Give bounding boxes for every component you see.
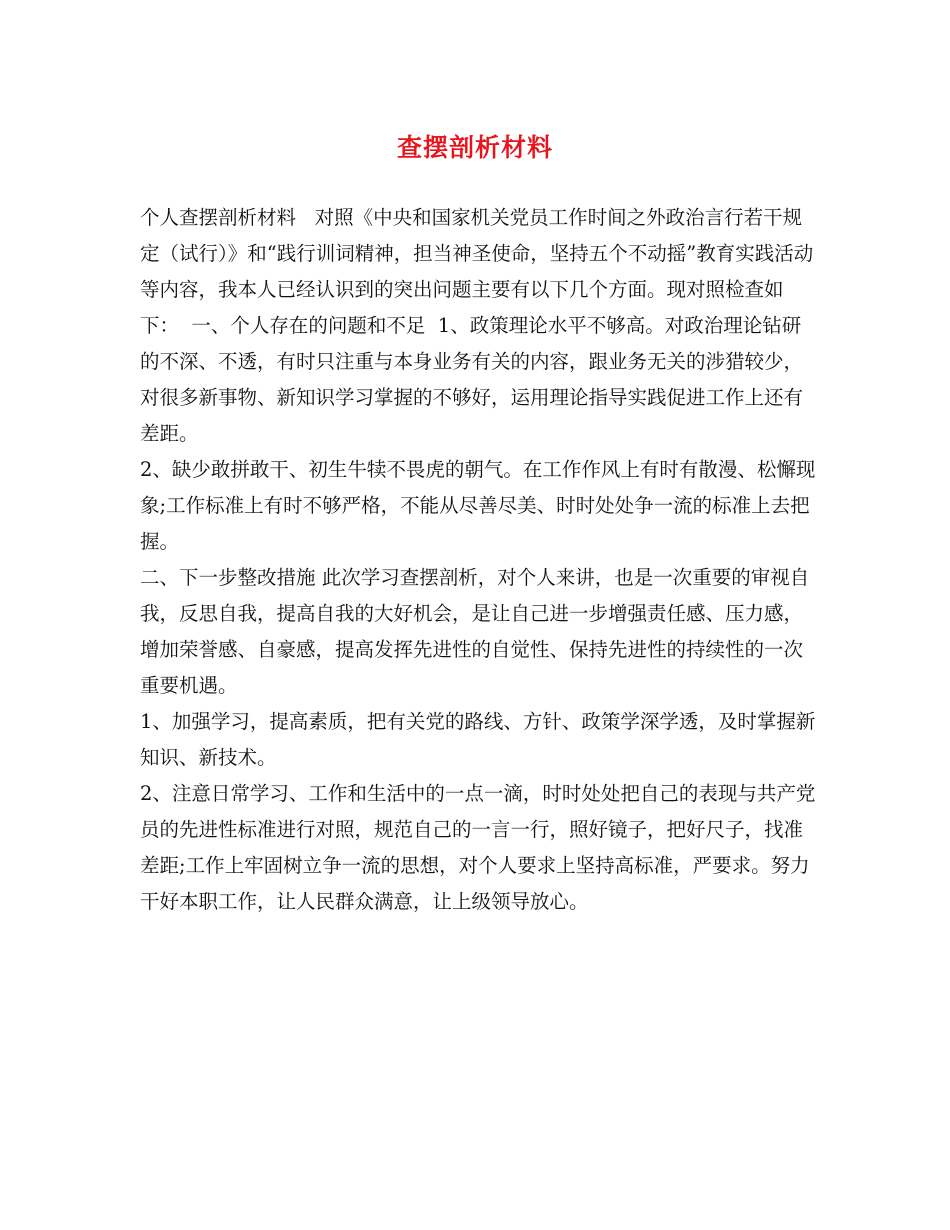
paragraph-measure-1: 1、加强学习，提高素质，把有关党的路线、方针、政策学深学透，及时掌握新知识、新技术。 bbox=[140, 710, 816, 769]
paragraph-intro: 个人查摆剖析材料 对照《中央和国家机关党员工作时间之外政治言行若干规定（试行）》和“践行训词精神，担当神圣使命，坚持五个不动摇”教育实践活动等内容，我本人已经认识到的突出问题主要有以下几个方面。现对照检查如下： 一、个人存在的问题和不足 1、政策理论水平不够高。对政治理论钻研的不深、不透，有时只注重与本身业务有关的内容，跟业务无关的涉猎较少，对很多新事物、新知识学习掌握的不够好，运用理论指导实践促进工作上还有差距。 bbox=[140, 206, 814, 445]
document-body bbox=[140, 200, 820, 920]
paragraph-rectification: 二、下一步整改措施 此次学习查摆剖析，对个人来讲，也是一次重要的审视自我，反思自我，提高自我的大好机会，是让自己进一步增强责任感、压力感，增加荣誉感、自豪感，提高发挥先进性的自觉性、保持先进性的持续性的一次重要机遇。 bbox=[140, 566, 810, 697]
paragraph-measure-2: 2、注意日常学习、工作和生活中的一点一滴，时时处处把自己的表现与共产党员的先进性标准进行对照，规范自己的一言一行，照好镜子，把好尺子，找准差距;工作上牢固树立争一流的思想，对个人要求上坚持高标准，严要求。努力干好本职工作，让人民群众满意，让上级领导放心。 bbox=[140, 782, 816, 913]
paragraph-problem-2: 2、缺少敢拼敢干、初生牛犊不畏虎的朝气。在工作作风上有时有散漫、松懈现象;工作标准上有时不够严格，不能从尽善尽美、时时处处争一流的标准上去把握。 bbox=[140, 458, 816, 553]
document-title: 查摆剖析材料 bbox=[396, 133, 553, 162]
